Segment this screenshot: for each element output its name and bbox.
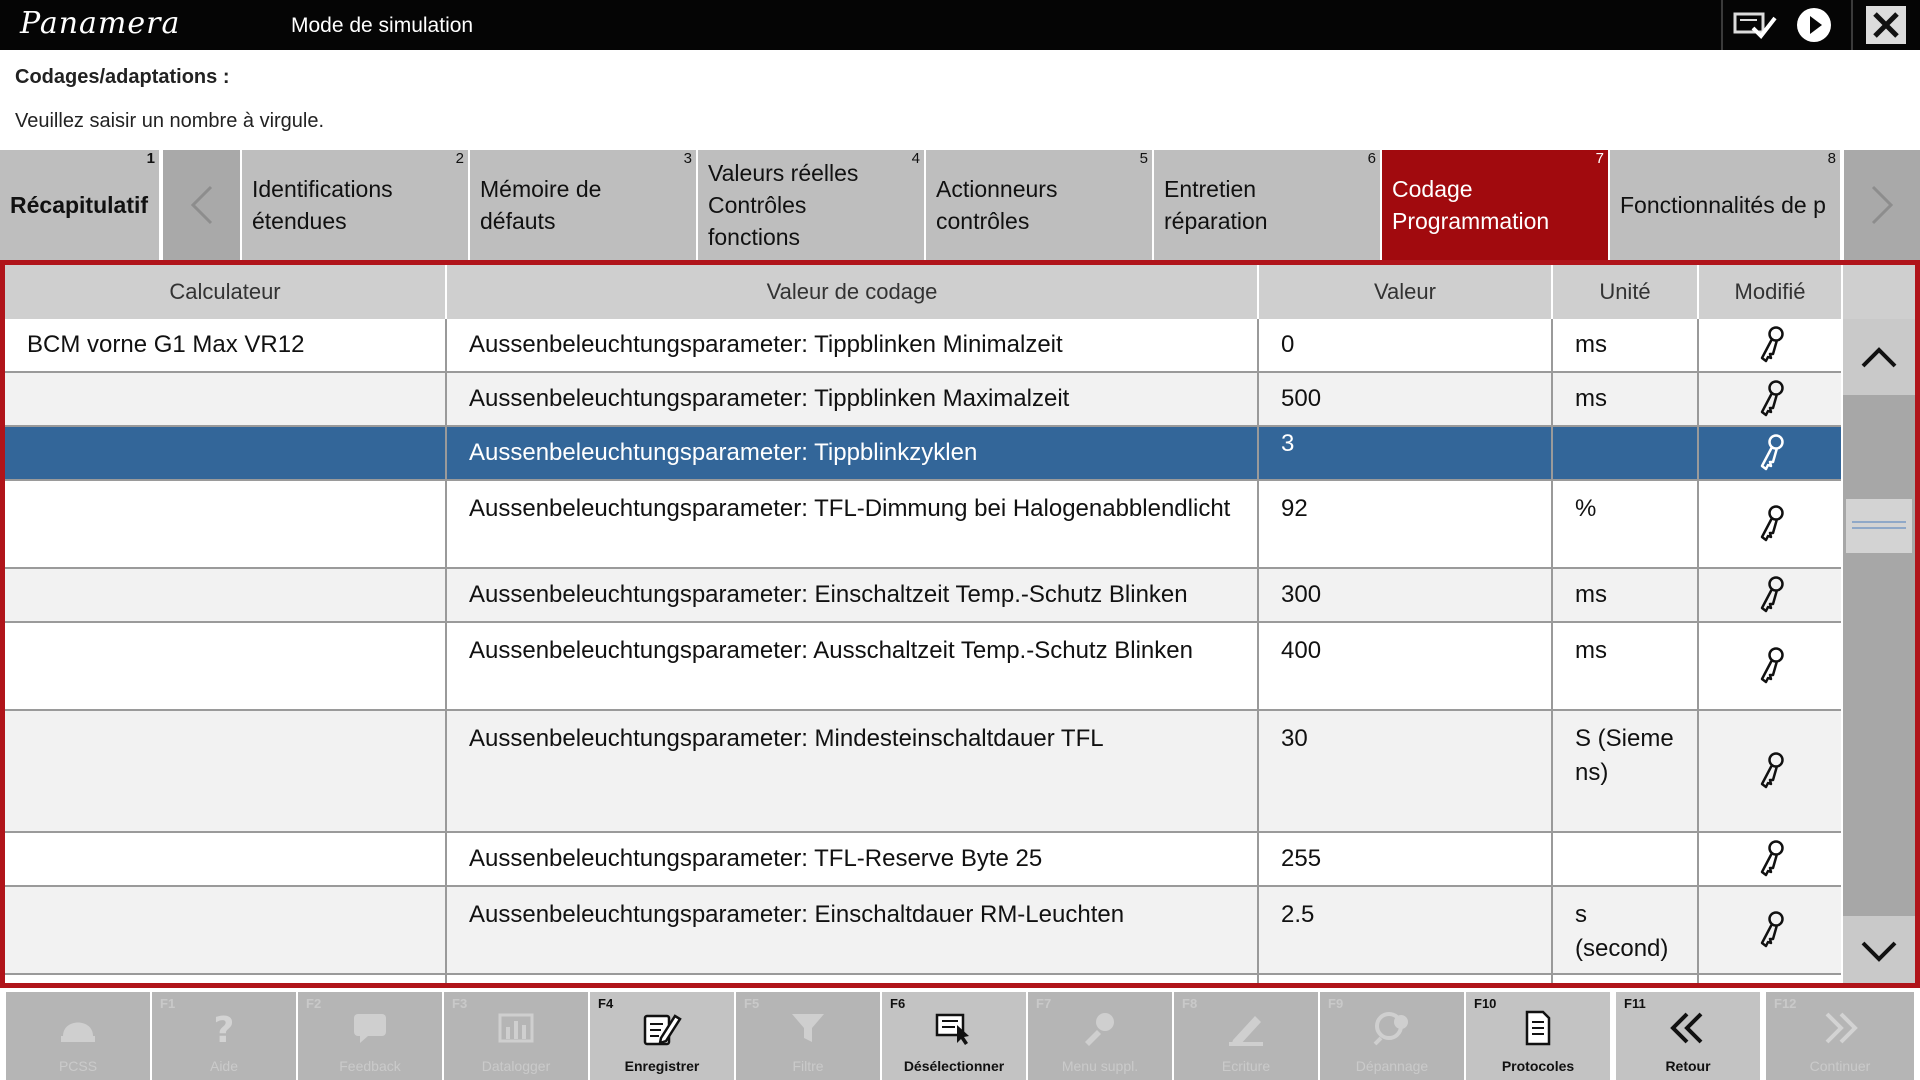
tab-label: Identifications étendues <box>252 176 393 234</box>
column-header-value[interactable]: Valeur <box>1259 265 1553 319</box>
key-icon <box>1756 910 1786 950</box>
fkey-label: Retour <box>1665 1058 1711 1074</box>
fkey-number: F2 <box>306 996 322 1011</box>
tab-extended-identifications[interactable] <box>242 150 470 260</box>
column-header-coding-value[interactable]: Valeur de codage <box>447 265 1259 319</box>
feedback-icon <box>350 1010 390 1046</box>
ecu-cell <box>5 711 447 831</box>
tab-scroll-right-button[interactable] <box>1844 150 1920 260</box>
modified-cell <box>1699 833 1843 885</box>
datalogger-button[interactable] <box>444 992 588 1080</box>
parameter-cell: Aussenbeleuchtungsparameter: TFL-Dimmung bei Halogenabblendlicht <box>447 481 1259 567</box>
tab-label: Fonctionnalités de p <box>1620 192 1826 218</box>
parameter-cell: Aussenbeleuchtungsparameter: Einschaltdauer RM-Leuchten <box>447 887 1259 973</box>
table-row[interactable] <box>5 481 1841 569</box>
value-input[interactable]: 3 <box>1259 427 1553 479</box>
tab-label: Valeurs réelles Contrôles fonctions <box>708 160 859 250</box>
coding-table <box>0 260 1920 988</box>
help-icon <box>209 1008 239 1048</box>
unit-cell: S (Siemens) <box>1553 711 1699 831</box>
table-header <box>5 265 1915 319</box>
fkey-number: F3 <box>452 996 468 1011</box>
table-row[interactable] <box>5 569 1841 623</box>
ecu-cell <box>5 427 447 479</box>
parameter-cell <box>447 975 1259 988</box>
tab-maintenance[interactable] <box>1154 150 1382 260</box>
fkey-number: F8 <box>1182 996 1198 1011</box>
value-cell: 30 <box>1259 711 1553 831</box>
close-icon <box>1866 6 1906 44</box>
tab-number: 1 <box>146 150 155 167</box>
title-bar <box>0 0 1920 50</box>
key-icon <box>1756 504 1786 544</box>
parameter-cell: Aussenbeleuchtungsparameter: Einschaltzeit Temp.-Schutz Blinken <box>447 569 1259 621</box>
column-header-spacer <box>1843 265 1915 319</box>
chevron-right-icon <box>1867 183 1897 227</box>
ecu-cell <box>5 887 447 973</box>
tab-number: 3 <box>683 150 692 167</box>
save-edit-icon <box>641 1008 683 1048</box>
ecu-cell <box>5 569 447 621</box>
function-key-bar <box>0 988 1920 1080</box>
table-row[interactable] <box>5 623 1841 711</box>
unit-cell: ms <box>1553 569 1699 621</box>
value-cell: 92 <box>1259 481 1553 567</box>
key-icon <box>1756 433 1786 473</box>
fkey-number: F12 <box>1774 996 1797 1011</box>
fkey-label: Enregistrer <box>624 1058 700 1074</box>
value-cell: 255 <box>1259 833 1553 885</box>
feedback-button[interactable] <box>298 992 442 1080</box>
deselect-button[interactable] <box>882 992 1026 1080</box>
fkey-label: Continuer <box>1809 1058 1871 1074</box>
close-button[interactable] <box>1855 0 1917 50</box>
scroll-up-button[interactable] <box>1843 319 1915 395</box>
instruction-text: Veuillez saisir un nombre à virgule. <box>15 110 325 132</box>
fkey-label: Ecriture <box>1221 1058 1271 1074</box>
table-row[interactable] <box>5 887 1841 975</box>
key-icon <box>1756 325 1786 365</box>
unit-cell <box>1553 975 1699 988</box>
modified-cell <box>1699 481 1843 567</box>
tab-number: 7 <box>1595 150 1604 167</box>
unit-cell: ms <box>1553 373 1699 425</box>
continue-button[interactable] <box>1766 992 1914 1080</box>
key-icon <box>1756 575 1786 615</box>
tab-number: 8 <box>1827 150 1836 167</box>
tab-scroll-left-button[interactable] <box>163 150 240 260</box>
forward-icon <box>1819 1010 1861 1046</box>
scroll-thumb[interactable] <box>1846 499 1912 553</box>
table-row-partial[interactable] <box>5 975 1841 988</box>
key-icon <box>1756 751 1786 791</box>
column-header-modified[interactable]: Modifié <box>1699 265 1843 319</box>
column-header-unit[interactable]: Unité <box>1553 265 1699 319</box>
tab-number: 5 <box>1139 150 1148 167</box>
fkey-number: F5 <box>744 996 760 1011</box>
ecu-cell: BCM vorne G1 Max VR12 <box>5 319 447 371</box>
tab-label: Récapitulatif <box>10 192 149 218</box>
unit-cell <box>1553 833 1699 885</box>
fkey-label: PCSS <box>58 1058 98 1074</box>
tab-fault-memory[interactable] <box>470 150 698 260</box>
more-menu-button[interactable] <box>1028 992 1172 1080</box>
deselect-icon <box>933 1009 975 1047</box>
ecu-cell <box>5 623 447 709</box>
fkey-label: Dépannage <box>1355 1058 1429 1074</box>
fkey-label: Désélectionner <box>903 1058 1005 1074</box>
ecu-cell <box>5 975 447 988</box>
pcss-button[interactable] <box>6 992 150 1080</box>
modified-cell <box>1699 319 1843 371</box>
fkey-label: Menu suppl. <box>1061 1058 1139 1074</box>
menu-icon <box>1079 1008 1121 1048</box>
unit-cell: ms <box>1553 319 1699 371</box>
value-cell: 300 <box>1259 569 1553 621</box>
save-button[interactable] <box>590 992 734 1080</box>
ecu-cell <box>5 481 447 567</box>
write-icon <box>1225 1008 1267 1048</box>
value-cell <box>1259 975 1553 988</box>
tab-number: 2 <box>455 150 464 167</box>
titlebar-divider <box>1851 0 1853 50</box>
document-icon <box>1521 1008 1555 1048</box>
checklist-icon <box>1733 8 1777 42</box>
modified-cell <box>1699 373 1843 425</box>
unit-cell: % <box>1553 481 1699 567</box>
parameter-cell: Aussenbeleuchtungsparameter: Ausschaltzeit Temp.-Schutz Blinken <box>447 623 1259 709</box>
back-button[interactable] <box>1616 992 1760 1080</box>
tab-actual-values[interactable] <box>698 150 926 260</box>
tab-coding-programming[interactable] <box>1382 150 1610 260</box>
tab-label: Codage Programmation <box>1392 176 1550 234</box>
value-cell: 500 <box>1259 373 1553 425</box>
svg-text:?: ? <box>213 1010 235 1048</box>
parameter-cell: Aussenbeleuchtungsparameter: TFL-Reserve Byte 25 <box>447 833 1259 885</box>
tab-functionalities[interactable] <box>1610 150 1842 260</box>
ecu-cell <box>5 833 447 885</box>
help-button[interactable] <box>152 992 296 1080</box>
key-icon <box>1756 839 1786 879</box>
tab-number: 4 <box>911 150 920 167</box>
tab-actuators[interactable] <box>926 150 1154 260</box>
key-icon <box>1756 379 1786 419</box>
table-scrollbar[interactable] <box>1843 319 1915 988</box>
tab-number: 6 <box>1367 150 1376 167</box>
tab-label: Actionneurs contrôles <box>936 176 1058 234</box>
fkey-number: F6 <box>890 996 906 1011</box>
section-title: Codages/adaptations : <box>15 66 230 88</box>
table-row-selected[interactable] <box>5 427 1841 481</box>
modified-cell <box>1699 711 1843 831</box>
modified-cell <box>1699 569 1843 621</box>
tab-label: Mémoire de défauts <box>480 176 602 234</box>
datalogger-icon <box>496 1011 536 1045</box>
parameter-cell: Aussenbeleuchtungsparameter: Mindesteinschaltdauer TFL <box>447 711 1259 831</box>
table-row[interactable] <box>5 711 1841 833</box>
table-row[interactable] <box>5 319 1841 373</box>
column-header-ecu[interactable]: Calculateur <box>5 265 447 319</box>
fkey-number: F9 <box>1328 996 1344 1011</box>
modified-cell <box>1699 427 1843 479</box>
fkey-number: F1 <box>160 996 176 1011</box>
write-button[interactable] <box>1174 992 1318 1080</box>
fkey-label: Filtre <box>792 1058 824 1074</box>
value-cell: 0 <box>1259 319 1553 371</box>
fkey-number: F11 <box>1624 996 1646 1011</box>
troubleshooting-button[interactable] <box>1320 992 1464 1080</box>
fkey-label: Datalogger <box>481 1058 551 1074</box>
fkey-label: Aide <box>209 1058 239 1074</box>
value-cell: 400 <box>1259 623 1553 709</box>
unit-cell: s (second) <box>1553 887 1699 973</box>
play-icon <box>1796 7 1832 43</box>
filter-button[interactable] <box>736 992 880 1080</box>
chevron-up-icon <box>1860 345 1898 369</box>
key-icon <box>1756 646 1786 686</box>
pcss-icon <box>57 1008 99 1048</box>
tab-summary[interactable] <box>0 150 161 260</box>
tab-bar <box>0 150 1920 260</box>
unit-cell <box>1553 427 1699 479</box>
brand-logo: Panamera <box>20 6 181 41</box>
unit-cell: ms <box>1553 623 1699 709</box>
parameter-cell: Aussenbeleuchtungsparameter: Tippblinken Minimalzeit <box>447 319 1259 371</box>
parameter-cell: Aussenbeleuchtungsparameter: Tippblinkzyklen <box>447 427 1259 479</box>
protocols-button[interactable] <box>1466 992 1610 1080</box>
fkey-number: F10 <box>1474 996 1497 1011</box>
fkey-number: F4 <box>598 996 614 1011</box>
chevron-down-icon <box>1860 940 1898 964</box>
filter-icon <box>788 1008 828 1048</box>
table-row[interactable] <box>5 373 1841 427</box>
chevron-left-icon <box>187 183 217 227</box>
tab-label: Entretien réparation <box>1164 176 1268 234</box>
value-cell: 2.5 <box>1259 887 1553 973</box>
checklist-button[interactable] <box>1724 0 1786 50</box>
fkey-number: F7 <box>1036 996 1052 1011</box>
table-row[interactable] <box>5 833 1841 887</box>
scroll-down-button[interactable] <box>1843 916 1915 988</box>
fkey-label: Protocoles <box>1501 1058 1575 1074</box>
back-icon <box>1667 1010 1709 1046</box>
modified-cell <box>1699 623 1843 709</box>
parameter-cell: Aussenbeleuchtungsparameter: Tippblinken Maximalzeit <box>447 373 1259 425</box>
modified-cell <box>1699 887 1843 973</box>
titlebar-divider <box>1721 0 1723 50</box>
ecu-cell <box>5 373 447 425</box>
play-button[interactable] <box>1783 0 1845 50</box>
fkey-label: Feedback <box>339 1058 401 1074</box>
mode-label: Mode de simulation <box>291 14 474 37</box>
troubleshoot-icon <box>1371 1008 1413 1048</box>
